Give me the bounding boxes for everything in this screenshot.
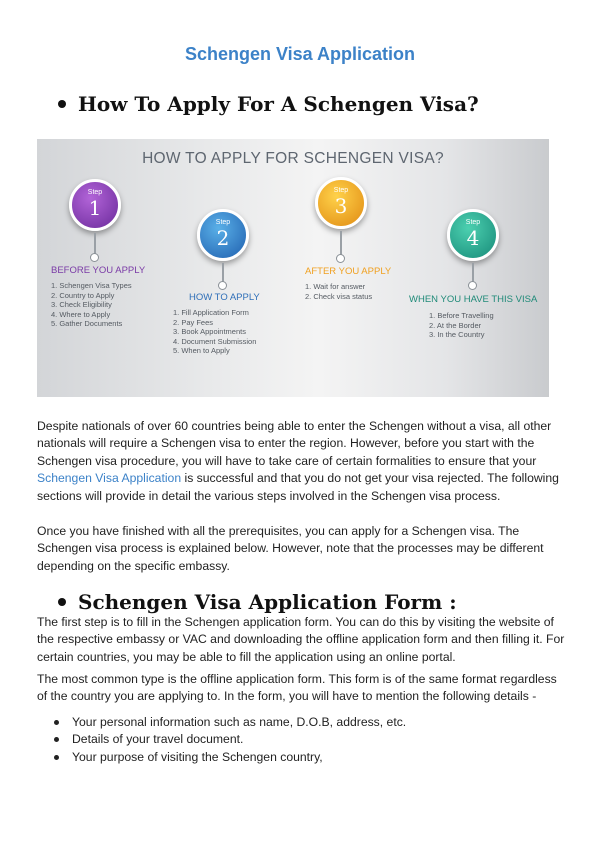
step-4-list [429, 311, 494, 340]
step-2-badge [197, 209, 249, 261]
list-item: 1. Before Travelling [429, 311, 494, 320]
offline-form-paragraph: The most common type is the offline application form. This form is of the same format regardless of the country you are applying to. In the form, you will have to mention the following details - [37, 672, 557, 704]
list-item: 1. Wait for answer [305, 282, 366, 291]
list-item: 5. When to Apply [173, 346, 230, 356]
list-item: 4. Document Submission [173, 336, 257, 346]
step-2-list [173, 308, 256, 356]
step-3-title: AFTER YOU APPLY [305, 266, 392, 277]
step-label: Step [215, 219, 231, 226]
list-item: 3. In the Country [429, 330, 485, 340]
bullet-icon [58, 100, 66, 108]
heading-text: Schengen Visa Application Form : [78, 590, 457, 614]
step-4-badge [447, 209, 499, 261]
step-2-connector [222, 263, 224, 283]
list-item: Details of your travel document. [52, 731, 406, 748]
document-title: Schengen Visa Application [184, 44, 416, 64]
step-1-dot [90, 253, 99, 262]
details-bullet-list [52, 714, 406, 766]
step-4-dot [468, 281, 477, 290]
step-3-dot [336, 254, 345, 263]
list-item: 2. At the Border [429, 320, 482, 330]
step-number: 2 [216, 226, 230, 250]
application-form-paragraph: The first step is to fill in the Schengen application form. You can do this by visiting the website of the respective embassy or VAC and downloading the offline application form and then filling it. For certain countries, you may be able to fill the application using an online portal. [37, 615, 565, 664]
list-item: 3. Check Eligibility [51, 300, 112, 310]
list-item: Your personal information such as name, D.O.B, address, etc. [52, 714, 406, 731]
step-4-title: WHEN YOU HAVE THIS VISA [409, 294, 538, 305]
step-2-title: HOW TO APPLY [189, 292, 260, 303]
section-heading-application-form [58, 590, 457, 614]
step-label: Step [465, 219, 481, 226]
section-heading-how-to-apply [58, 92, 479, 116]
list-item: 4. Where to Apply [51, 309, 111, 319]
step-number: 4 [466, 226, 480, 250]
list-item: Your purpose of visiting the Schengen country, [52, 749, 406, 766]
step-1-list [51, 281, 132, 329]
list-item: 3. Book Appointments [173, 327, 246, 337]
step-4-connector [472, 263, 474, 283]
step-1-connector [94, 233, 96, 255]
paragraph-text: is successful and that you do not get your visa rejected. The following sections will provide in detail the various steps involved in the Schengen visa process. [37, 471, 559, 503]
step-3-badge [315, 177, 367, 229]
step-3-connector [340, 231, 342, 256]
intro-paragraph [37, 418, 567, 505]
step-3-list [305, 282, 372, 301]
step-2-dot [218, 281, 227, 290]
paragraph-text: Despite nationals of over 60 countries being able to enter the Schengen without a visa, all other nationals will require a Schengen visa to enter the region. However, before you start with the Schengen visa procedure, you will have to take care of certain formalities to ensure that your [37, 419, 552, 468]
step-label: Step [333, 187, 349, 194]
step-number: 1 [88, 196, 102, 220]
schengen-visa-application-link[interactable]: Schengen Visa Application [37, 471, 182, 486]
step-label: Step [87, 189, 103, 196]
prerequisites-paragraph: Once you have finished with all the prerequisites, you can apply for a Schengen visa. The Schengen visa process is explained below. However, note that the processes may be different depending on the specific embassy. [37, 524, 544, 573]
list-item: 1. Schengen Visa Types [51, 281, 132, 290]
list-item: 2. Check visa status [305, 291, 373, 301]
list-item: 2. Country to Apply [51, 290, 115, 300]
heading-text: How To Apply For A Schengen Visa? [78, 92, 479, 116]
list-item: 5. Gather Documents [51, 319, 123, 329]
list-item: 2. Pay Fees [173, 317, 214, 327]
bullet-icon [58, 598, 66, 606]
infographic-title: HOW TO APPLY FOR SCHENGEN VISA? [142, 150, 444, 167]
step-number: 3 [334, 194, 348, 218]
how-to-apply-infographic [37, 139, 549, 397]
list-item: 1. Fill Application Form [173, 308, 249, 317]
step-1-title: BEFORE YOU APPLY [51, 265, 146, 276]
step-1-badge [69, 179, 121, 231]
